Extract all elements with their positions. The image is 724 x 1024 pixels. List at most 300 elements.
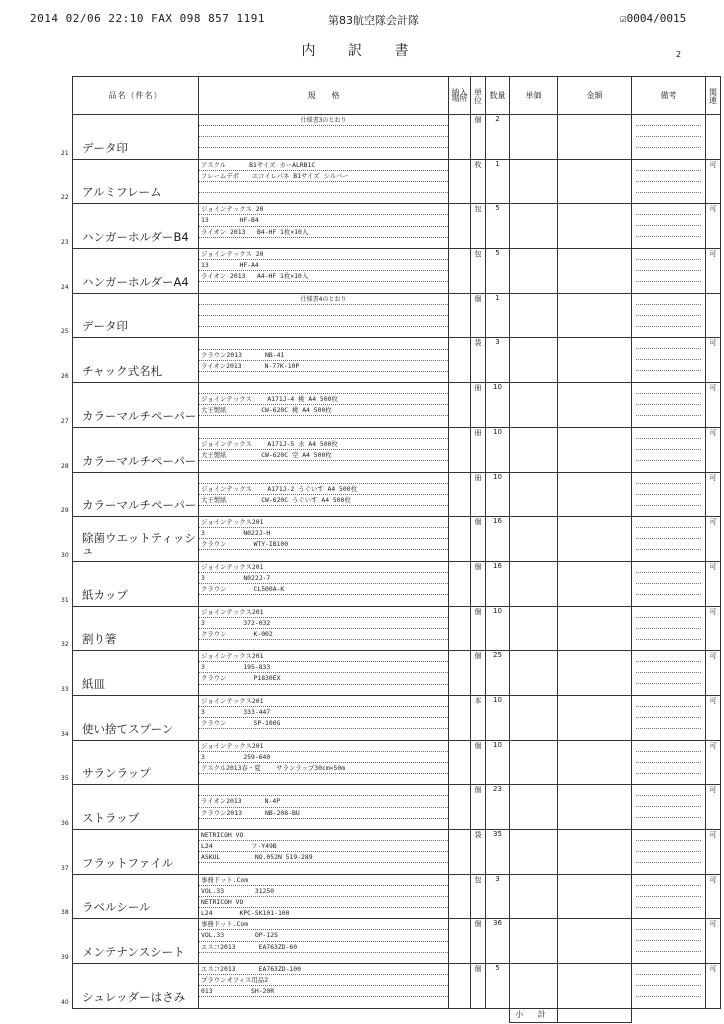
remarks-cell <box>632 427 706 472</box>
qty-cell: 16 <box>486 517 510 562</box>
mark-cell: 可 <box>706 919 721 964</box>
remarks-cell <box>632 517 706 562</box>
spec-cell <box>199 115 449 160</box>
spec-cell <box>199 204 449 249</box>
fax-page-counter: ☑0004/0015 <box>620 12 687 25</box>
row-number: 38 <box>61 909 69 917</box>
unit-cell: 個 <box>471 293 486 338</box>
remarks-dotted-line <box>636 929 701 930</box>
spec-line: クラウン2013 NB-41 <box>199 350 448 361</box>
item-name: カラーマルチペーパー <box>82 408 197 423</box>
delivery-cell <box>449 830 471 875</box>
spec-cell <box>199 293 449 338</box>
table-row <box>73 695 721 740</box>
remarks-dotted-line <box>636 281 701 282</box>
spec-line: 3 259-640 <box>199 752 448 763</box>
qty-cell: 23 <box>486 785 510 830</box>
price-cell <box>510 293 558 338</box>
spec-line: L24 KPC-SK101-100 <box>201 908 290 917</box>
remarks-dotted-line <box>636 672 701 673</box>
unit-cell: 個 <box>471 651 486 696</box>
unit-cell: 包 <box>471 249 486 294</box>
remarks-dotted-line <box>636 795 701 796</box>
remarks-dotted-line <box>636 661 701 662</box>
table-row <box>73 472 721 517</box>
remarks-dotted-line <box>636 181 701 182</box>
amount-cell <box>558 606 632 651</box>
remarks-dotted-line <box>636 236 701 237</box>
item-name: ハンガーホルダーA4 <box>82 274 189 289</box>
unit-cell: 個 <box>471 919 486 964</box>
spec-line <box>199 148 448 159</box>
table-row <box>73 740 721 785</box>
item-name: メンテナンスシート <box>82 945 185 960</box>
remarks-dotted-line <box>636 896 701 897</box>
subtotal-tail <box>632 1008 721 1022</box>
delivery-cell <box>449 695 471 740</box>
unit-cell: 個 <box>471 561 486 606</box>
item-name: 使い捨てスプーン <box>82 721 174 736</box>
unit-cell: 個 <box>471 115 486 160</box>
remarks-dotted-line <box>636 483 701 484</box>
remarks-cell <box>632 293 706 338</box>
row-number: 37 <box>61 864 69 872</box>
spec-line: ジョインテックス A171J-5 水 A4 500枚 <box>199 439 448 450</box>
item-name-cell <box>61 651 199 696</box>
unit-cell: 袋 <box>471 338 486 383</box>
row-number: 27 <box>61 417 69 425</box>
table-header-row <box>73 77 721 115</box>
spec-line: L24 フ-Y49B <box>199 841 448 852</box>
unit-cell: 冊 <box>471 427 486 472</box>
remarks-dotted-line <box>636 136 701 137</box>
spec-line: クラウン WTY-IB100 <box>199 539 448 550</box>
row-number: 34 <box>61 730 69 738</box>
delivery-cell <box>449 606 471 651</box>
spec-line <box>199 137 448 148</box>
spec-line <box>199 550 448 561</box>
spec-cell <box>199 606 449 651</box>
spec-line: ライオン 2013 B4-HF 1枚×10入 <box>199 227 448 238</box>
amount-cell <box>558 115 632 160</box>
table-row <box>73 561 721 606</box>
mark-cell: 可 <box>706 338 721 383</box>
qty-cell: 36 <box>486 919 510 964</box>
item-name-cell <box>61 919 199 964</box>
spec-line: ジョインテックス 20 <box>199 249 448 260</box>
spec-line <box>199 193 448 204</box>
mark-cell: 可 <box>706 383 721 428</box>
remarks-cell <box>632 785 706 830</box>
spec-cell <box>199 249 449 294</box>
spec-line: ジョインテックス 20 <box>199 204 448 215</box>
item-name-cell <box>61 383 199 428</box>
unit-cell: 枚 <box>471 159 486 204</box>
amount-cell <box>558 204 632 249</box>
remarks-dotted-line <box>636 304 701 305</box>
item-name: 割り箸 <box>82 632 117 647</box>
qty-cell: 10 <box>486 606 510 651</box>
spec-line <box>199 305 448 316</box>
unit-cell: 個 <box>471 606 486 651</box>
spec-line <box>199 327 448 338</box>
price-cell <box>510 204 558 249</box>
price-cell <box>510 115 558 160</box>
price-cell <box>510 427 558 472</box>
mark-cell: 可 <box>706 427 721 472</box>
delivery-cell <box>449 785 471 830</box>
amount-cell <box>558 427 632 472</box>
subtotal-spacer <box>73 1008 510 1022</box>
remarks-cell <box>632 964 706 1009</box>
price-cell <box>510 249 558 294</box>
table-row <box>73 338 721 383</box>
mark-cell: 可 <box>706 517 721 562</box>
item-name-cell <box>61 874 199 919</box>
row-number: 26 <box>61 373 69 381</box>
subtotal-row <box>73 1008 721 1022</box>
price-cell <box>510 159 558 204</box>
spec-line: ジョインテックス201 <box>199 517 448 528</box>
unit-cell: 本 <box>471 695 486 740</box>
remarks-dotted-line <box>636 538 701 539</box>
remarks-dotted-line <box>636 717 701 718</box>
unit-cell: 個 <box>471 785 486 830</box>
remarks-cell <box>632 740 706 785</box>
delivery-cell <box>449 651 471 696</box>
spec-line <box>199 640 448 651</box>
mark-cell: 可 <box>706 785 721 830</box>
remarks-cell <box>632 249 706 294</box>
price-cell <box>510 785 558 830</box>
delivery-cell <box>449 874 471 919</box>
spec-line <box>199 238 448 249</box>
spec-line: アスクル2013春・夏 サランラップ30cm×50m <box>199 763 448 774</box>
delivery-cell <box>449 338 471 383</box>
column-header-price: 単価 <box>510 77 558 115</box>
column-header-spec: 規 格 <box>199 77 449 115</box>
spec-line <box>199 473 448 484</box>
spec-line: ジョインテックス201 <box>199 696 448 707</box>
spec-line: ジョインテックス201 <box>199 651 448 662</box>
remarks-dotted-line <box>636 806 701 807</box>
item-name-cell <box>61 606 199 651</box>
item-name-cell <box>61 204 199 249</box>
remarks-dotted-line <box>636 527 701 528</box>
table-row <box>73 517 721 562</box>
qty-cell: 10 <box>486 427 510 472</box>
row-number: 33 <box>61 685 69 693</box>
spec-line <box>199 863 448 874</box>
item-name: カラーマルチペーパー <box>82 498 197 513</box>
spec-line <box>199 282 448 293</box>
row-number: 32 <box>61 641 69 649</box>
remarks-dotted-line <box>636 940 701 941</box>
remarks-dotted-line <box>636 706 701 707</box>
item-name-cell <box>61 785 199 830</box>
remarks-dotted-line <box>636 438 701 439</box>
qty-cell: 10 <box>486 472 510 517</box>
sender-organization: 第83航空隊会計隊 <box>328 14 419 27</box>
spec-line <box>199 595 448 606</box>
item-name: チャック式名札 <box>82 364 163 379</box>
remarks-dotted-line <box>636 549 701 550</box>
item-name: カラーマルチペーパー <box>82 453 197 468</box>
item-name: アルミフレーム <box>82 185 162 200</box>
spec-cell <box>199 472 449 517</box>
remarks-dotted-line <box>636 270 701 271</box>
remarks-dotted-line <box>636 259 701 260</box>
delivery-cell <box>449 472 471 517</box>
spec-cell <box>199 830 449 875</box>
remarks-dotted-line <box>636 996 701 997</box>
item-name-cell <box>61 427 199 472</box>
price-cell <box>510 964 558 1009</box>
spec-line: ASKUL NO.052N 519-289 <box>199 852 448 863</box>
spec-line: クラウン2013 NB-208-BU <box>199 808 448 819</box>
unit-cell: 袋 <box>471 830 486 875</box>
item-name-cell <box>61 249 199 294</box>
remarks-cell <box>632 830 706 875</box>
item-name: 紙カップ <box>82 587 128 602</box>
column-header-remarks: 備考 <box>632 77 706 115</box>
mark-cell <box>706 293 721 338</box>
remarks-dotted-line <box>636 583 701 584</box>
row-number: 31 <box>61 596 69 604</box>
spec-line <box>199 997 448 1008</box>
table-row <box>73 874 721 919</box>
spec-line: エスコ2013 EA763ZD-100 <box>199 964 448 975</box>
table-row <box>73 159 721 204</box>
row-number: 30 <box>61 551 69 559</box>
remarks-dotted-line <box>636 773 701 774</box>
remarks-dotted-line <box>636 617 701 618</box>
qty-cell: 10 <box>486 383 510 428</box>
item-name: サランラップ <box>82 766 151 781</box>
remarks-dotted-line <box>636 359 701 360</box>
remarks-dotted-line <box>636 572 701 573</box>
itemized-statement-table <box>61 76 721 1023</box>
subtotal-label: 小 計 <box>510 1008 558 1022</box>
spec-cell <box>199 740 449 785</box>
unit-cell: 個 <box>471 964 486 1009</box>
table-row <box>73 606 721 651</box>
qty-cell: 3 <box>486 338 510 383</box>
column-header-amount: 金額 <box>558 77 632 115</box>
item-name-cell <box>61 338 199 383</box>
unit-cell: 冊 <box>471 383 486 428</box>
remarks-dotted-line <box>636 985 701 986</box>
delivery-cell <box>449 427 471 472</box>
spec-line <box>199 774 448 785</box>
spec-line: ジョインテックス A171J-4 桃 A4 500枚 <box>199 394 448 405</box>
row-number: 40 <box>61 998 69 1006</box>
spec-line: 013 SH-20R <box>199 986 448 997</box>
remarks-dotted-line <box>636 974 701 975</box>
spec-line <box>199 785 448 796</box>
page-number: 2 <box>676 50 682 59</box>
qty-cell: 5 <box>486 964 510 1009</box>
document-title: 内 訳 書 <box>301 43 423 59</box>
unit-cell: 冊 <box>471 472 486 517</box>
remarks-dotted-line <box>636 762 701 763</box>
spec-line: アスクル B1サイズ カーALRB1C <box>199 160 448 171</box>
mark-cell: 可 <box>706 606 721 651</box>
amount-cell <box>558 651 632 696</box>
table-row <box>73 427 721 472</box>
item-name: ラベルシール <box>82 900 151 915</box>
row-number: 35 <box>61 775 69 783</box>
delivery-cell <box>449 293 471 338</box>
spec-line: 大王製紙 CW-620C うぐいす A4 500枚 <box>199 495 448 506</box>
column-header-unit: 単位 <box>471 77 486 115</box>
remarks-dotted-line <box>636 370 701 371</box>
spec-line: 仕様書3のとおり <box>199 115 448 126</box>
remarks-dotted-line <box>636 404 701 405</box>
remarks-cell <box>632 338 706 383</box>
remarks-dotted-line <box>636 494 701 495</box>
delivery-cell <box>449 383 471 428</box>
row-number: 21 <box>61 149 69 157</box>
remarks-dotted-line <box>636 192 701 193</box>
spec-cell <box>199 874 449 919</box>
price-cell <box>510 472 558 517</box>
item-name-cell <box>61 517 199 562</box>
table-row <box>73 115 721 160</box>
remarks-dotted-line <box>636 225 701 226</box>
item-name-cell <box>61 740 199 785</box>
mark-cell: 可 <box>706 561 721 606</box>
delivery-cell <box>449 919 471 964</box>
qty-cell: 5 <box>486 204 510 249</box>
spec-line: ライオン 2013 A4-HF 1枚×10入 <box>199 271 448 282</box>
row-number: 28 <box>61 462 69 470</box>
amount-cell <box>558 964 632 1009</box>
table-row <box>73 249 721 294</box>
item-name: データ印 <box>82 140 128 155</box>
remarks-cell <box>632 472 706 517</box>
amount-cell <box>558 472 632 517</box>
mark-cell: 可 <box>706 472 721 517</box>
amount-cell <box>558 383 632 428</box>
fax-transmission-info: 2014 02/06 22:10 FAX 098 857 1191 <box>30 12 266 25</box>
spec-line <box>199 126 448 137</box>
spec-line: 仕様書4のとおり <box>199 294 448 305</box>
amount-cell <box>558 919 632 964</box>
table-row <box>73 651 721 696</box>
row-number: 23 <box>61 239 69 247</box>
spec-cell <box>199 964 449 1009</box>
row-number: 36 <box>61 820 69 827</box>
remarks-cell <box>632 561 706 606</box>
spec-line: 事務ドット.Com <box>199 919 448 930</box>
spec-line <box>199 182 448 193</box>
item-name-cell <box>61 964 199 1009</box>
row-number: 25 <box>61 328 69 336</box>
amount-cell <box>558 695 632 740</box>
spec-cell <box>199 919 449 964</box>
item-name: 紙皿 <box>82 676 105 691</box>
remarks-cell <box>632 651 706 696</box>
spec-line: エスコ2013 EA763ZD-60 <box>199 942 448 953</box>
item-name: ストラップ <box>82 811 140 825</box>
item-name-cell <box>61 472 199 517</box>
mark-cell: 可 <box>706 249 721 294</box>
price-cell <box>510 606 558 651</box>
spec-line <box>199 685 448 696</box>
unit-cell: 包 <box>471 204 486 249</box>
spec-line: フレームデポ エコイレパネ B1サイズ シルバー <box>199 171 448 182</box>
amount-cell <box>558 517 632 562</box>
remarks-cell <box>632 874 706 919</box>
spec-line <box>199 383 448 394</box>
spec-line: NETRICOH VO <box>199 830 448 841</box>
item-name-cell <box>61 293 199 338</box>
spec-line: ジョインテックス201 <box>199 741 448 752</box>
remarks-dotted-line <box>636 683 701 684</box>
spec-line: ライオン2013 N-4P <box>199 796 448 807</box>
remarks-dotted-line <box>636 214 701 215</box>
delivery-cell <box>449 249 471 294</box>
remarks-dotted-line <box>636 415 701 416</box>
item-name-cell <box>61 159 199 204</box>
column-header-mark: 関連 <box>706 77 721 115</box>
remarks-dotted-line <box>636 628 701 629</box>
item-name: データ印 <box>82 319 128 334</box>
spec-cell <box>199 561 449 606</box>
price-cell <box>510 830 558 875</box>
spec-cell <box>199 651 449 696</box>
mark-cell: 可 <box>706 740 721 785</box>
table-row <box>73 919 721 964</box>
amount-cell <box>558 159 632 204</box>
delivery-cell <box>449 517 471 562</box>
price-cell <box>510 561 558 606</box>
table-row <box>73 204 721 249</box>
item-name: 除菌ウエットティッシュ <box>82 530 196 557</box>
mark-cell <box>706 115 721 160</box>
remarks-dotted-line <box>636 460 701 461</box>
delivery-cell <box>449 561 471 606</box>
mark-cell: 可 <box>706 204 721 249</box>
row-number: 22 <box>61 194 69 202</box>
spec-cell <box>199 338 449 383</box>
table-row <box>73 293 721 338</box>
subtotal-amount <box>558 1008 632 1022</box>
remarks-dotted-line <box>636 326 701 327</box>
item-name: フラットファイル <box>82 855 174 870</box>
remarks-cell <box>632 159 706 204</box>
remarks-cell <box>632 115 706 160</box>
spec-line: 大王製紙 CW-620C 桃 A4 500枚 <box>199 405 448 416</box>
price-cell <box>510 383 558 428</box>
amount-cell <box>558 293 632 338</box>
remarks-dotted-line <box>636 505 701 506</box>
spec-line: 13 HF-A4 <box>199 260 448 271</box>
price-cell <box>510 740 558 785</box>
item-name: シュレッダーはさみ <box>82 989 186 1004</box>
spec-cell <box>199 517 449 562</box>
qty-cell: 35 <box>486 830 510 875</box>
spec-line: 事務ドット.Com <box>199 875 448 886</box>
remarks-dotted-line <box>636 170 701 171</box>
spec-line: ジョインテックス A171J-2 うぐいす A4 500枚 <box>199 484 448 495</box>
column-header-name: 品名（件名） <box>73 77 199 115</box>
mark-cell: 可 <box>706 651 721 696</box>
mark-cell: 可 <box>706 830 721 875</box>
spec-line <box>199 372 448 383</box>
remarks-dotted-line <box>636 951 701 952</box>
